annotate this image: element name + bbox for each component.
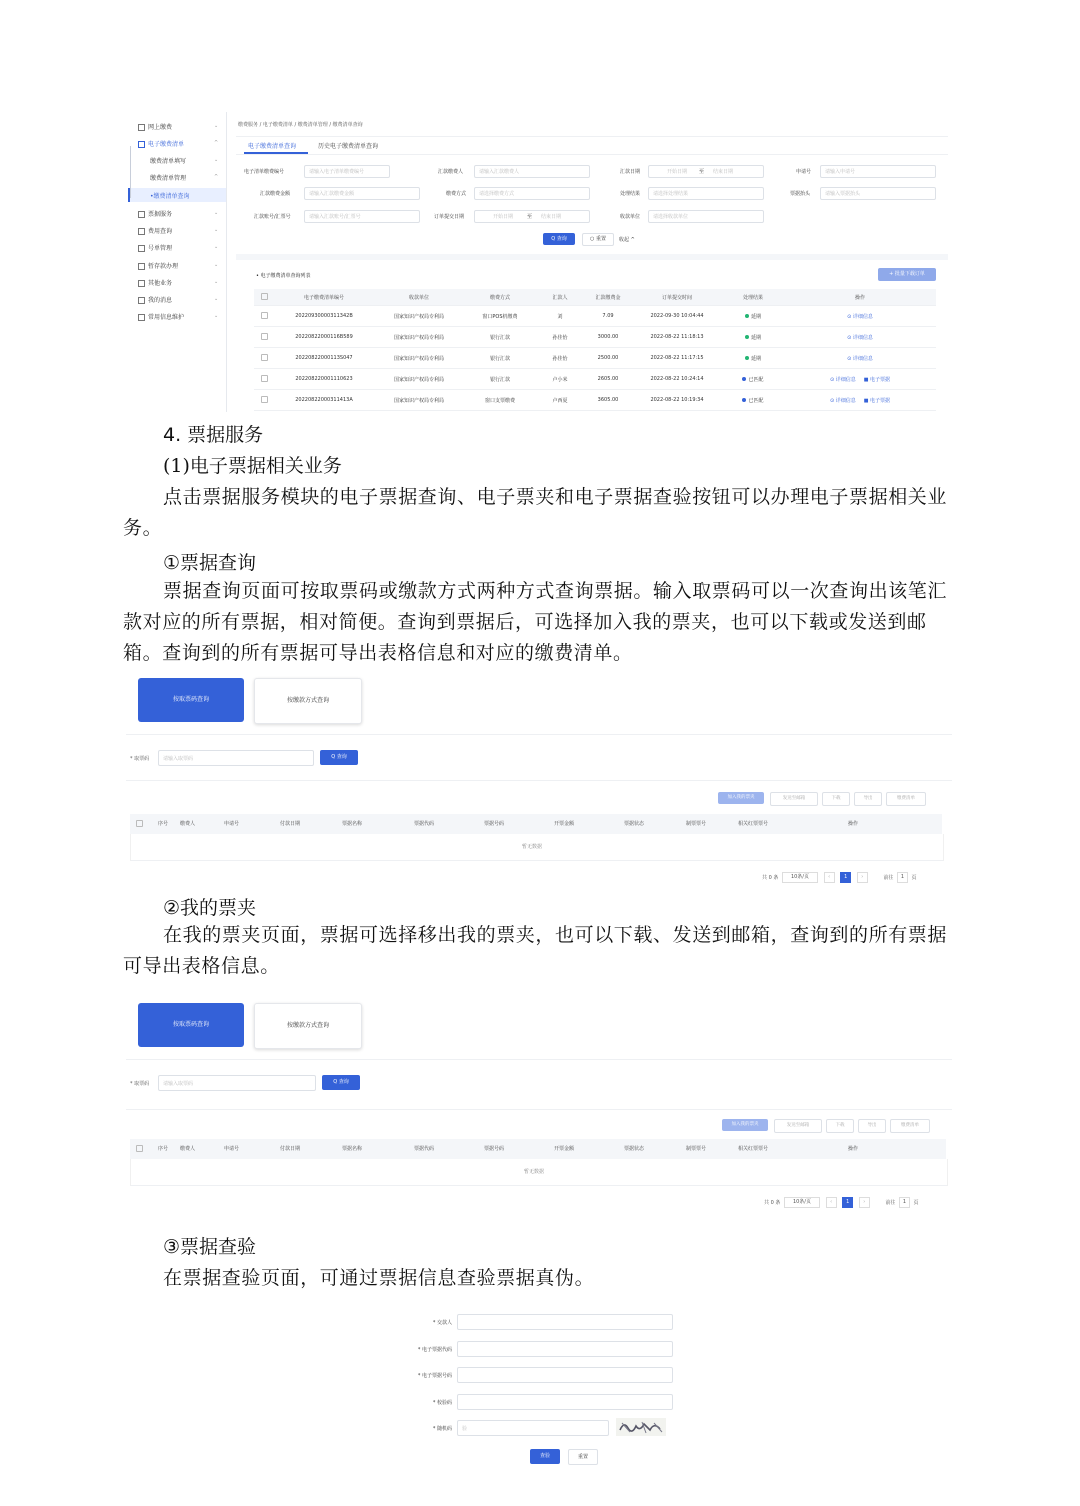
chevron-icon: ⌄: [214, 157, 219, 163]
select-all-checkbox[interactable]: [136, 1145, 143, 1152]
sidebar-item[interactable]: [138, 139, 184, 148]
filter-label: 汇款账号/汇票号: [254, 214, 291, 220]
query-button[interactable]: Q 查询: [320, 750, 358, 765]
table-cell: 20220822000311413A: [274, 390, 374, 411]
status-text: 延期: [750, 334, 761, 341]
payment-method-select[interactable]: 请选择缴费方式: [474, 187, 590, 200]
field-label: * 随机码: [432, 1426, 452, 1432]
status-cell: [722, 390, 784, 411]
col-header: 申请号: [224, 821, 240, 827]
table-header-bg: [130, 814, 942, 834]
table-cell: 国家知识产权局专利局: [374, 369, 464, 390]
divider: [126, 780, 952, 781]
checkbox-cell[interactable]: [254, 369, 274, 390]
filter-label: 电子清单缴费编号: [244, 169, 285, 175]
menu-icon: [138, 263, 145, 270]
sidebar-item[interactable]: [150, 156, 186, 165]
table-cell: 刘: [536, 306, 584, 327]
table-cell: 窗口POS机缴费: [464, 306, 536, 327]
item-heading: ①票据查询: [163, 552, 257, 574]
section-heading: 4. 票据服务: [163, 424, 264, 446]
collapse-link[interactable]: 收起 ^: [619, 237, 635, 243]
detail-link[interactable]: ⊙ 详细信息: [829, 376, 856, 383]
sidebar-item[interactable]: [138, 295, 172, 304]
col-header: 收款单位: [374, 289, 464, 306]
account-input[interactable]: 请输入汇款账号/汇票号: [304, 210, 420, 223]
next-page-button[interactable]: ›: [859, 1197, 870, 1208]
empty-text: 暂无数据: [524, 1169, 545, 1175]
ticket-action-button[interactable]: 导出: [858, 1119, 886, 1133]
sidebar-item[interactable]: [138, 122, 172, 131]
table-cell: 20220822000113S047: [274, 348, 374, 369]
prev-page-button[interactable]: ‹: [824, 872, 835, 883]
ticket-action-button[interactable]: 导出: [854, 792, 882, 806]
detail-link[interactable]: ⊙ 详细信息: [829, 397, 856, 404]
chevron-icon: ⌄: [214, 296, 219, 302]
sidebar-item-label: 暂存款办理: [148, 263, 179, 270]
payment-no-input[interactable]: 请输入电子清单缴费编号: [304, 165, 390, 178]
col-header: 操作: [848, 821, 859, 827]
col-header: 票据代码: [414, 1146, 435, 1152]
query-button[interactable]: Q 查询: [322, 1075, 360, 1090]
ticket-action-button[interactable]: 加入我的票夹: [718, 792, 764, 804]
chevron-icon: ⌄: [214, 279, 219, 285]
status-cell: [722, 369, 784, 390]
sidebar-item-label: 票据服务: [148, 211, 173, 218]
invoice-title-input[interactable]: 请输入票据抬头: [820, 187, 936, 200]
tab-by-code[interactable]: 按取票码查询: [138, 1003, 244, 1047]
paragraph: 在票据查验页面，可通过票据信息查验票据真伪。: [163, 1267, 595, 1289]
sidebar-item-label: 网上缴费: [148, 124, 173, 131]
sidebar-item[interactable]: [138, 226, 172, 235]
col-header: 制票票号: [686, 1146, 707, 1152]
select-all-checkbox[interactable]: [136, 820, 143, 827]
ticket-query-screenshot: [126, 676, 952, 881]
sidebar-item[interactable]: [138, 312, 184, 321]
field-label: * 交款人: [432, 1320, 452, 1326]
table-row: [254, 348, 936, 369]
filter-label: 汇款日期: [620, 169, 641, 175]
sidebar-item-label: 电子缴费清单: [148, 141, 185, 148]
ticket-action-button[interactable]: 缴费清单: [886, 792, 926, 806]
menu-icon: [138, 280, 145, 287]
prev-page-button[interactable]: ‹: [826, 1197, 837, 1208]
table-cell: 国家知识产权局专利局: [374, 306, 464, 327]
divider: [236, 136, 948, 137]
col-header: 开票金额: [554, 821, 575, 827]
table-cell: 202208220001110623: [274, 369, 374, 390]
filter-label: 票据抬头: [790, 191, 811, 197]
sidebar-item-label: 号单管理: [148, 245, 173, 252]
operation-cell: [784, 348, 936, 369]
page-1-button[interactable]: 1: [842, 1197, 853, 1208]
col-header: 票据号码: [484, 1146, 505, 1152]
divider: [126, 734, 952, 735]
col-header: 付款日期: [280, 1146, 301, 1152]
col-header: 票据名称: [342, 821, 363, 827]
tab-by-method[interactable]: 按缴款方式查询: [254, 678, 362, 724]
table-cell: 2605.00: [584, 369, 632, 390]
sidebar-item-label: 缴费清单填写: [150, 158, 187, 165]
table-row: [254, 369, 936, 390]
order-date-range[interactable]: 开始日期 至 结束日期: [474, 210, 590, 223]
check-code-input[interactable]: [457, 1394, 673, 1410]
ticket-action-button[interactable]: 发送至邮箱: [774, 1119, 822, 1133]
status-dot: [742, 398, 746, 402]
divider: [126, 1059, 952, 1060]
code-label: * 取票码: [130, 1081, 150, 1087]
section-gap: [236, 254, 948, 260]
table-row: [254, 327, 936, 348]
table-cell: 2022-08-22 11:18:13: [632, 327, 722, 348]
ticket-action-button[interactable]: 下载: [822, 792, 850, 806]
e-invoice-link[interactable]: ■ 电子票据: [863, 397, 891, 404]
table-header-bg: [130, 1139, 946, 1159]
col-header: 序号: [158, 1146, 169, 1152]
chevron-icon: ⌄: [214, 227, 219, 233]
field-label: * 电子票据号码: [417, 1373, 452, 1379]
sidebar-item[interactable]: [138, 243, 172, 252]
next-page-button[interactable]: ›: [857, 872, 868, 883]
col-header: 汇款缴费金: [584, 289, 632, 306]
result-select[interactable]: 请选择处理结果: [648, 187, 764, 200]
divider: [236, 154, 948, 155]
tree-line: [130, 146, 131, 198]
invoice-code-input[interactable]: [457, 1341, 673, 1357]
col-header: 缴费方式: [464, 289, 536, 306]
goto-label: 前往: [883, 875, 894, 881]
col-header: 缴费人: [180, 1146, 196, 1152]
table-cell: 2022-08-22 10:24:14: [632, 369, 722, 390]
pagination: [764, 1197, 919, 1208]
ticket-code-input[interactable]: 请输入取票码: [158, 1075, 316, 1091]
field-label: * 校验码: [432, 1400, 452, 1406]
row-checkbox[interactable]: [261, 396, 268, 403]
list-title: • 电子缴费清单查询列表: [256, 273, 311, 279]
payment-table: [254, 289, 936, 411]
table-cell: 3605.00: [584, 390, 632, 411]
reset-button[interactable]: 重置: [568, 1449, 598, 1465]
query-button[interactable]: Q 查询: [543, 233, 575, 245]
status-cell: [722, 327, 784, 348]
application-no-input[interactable]: 请输入申请号: [820, 165, 936, 178]
table-cell: 国家知识产权局专利局: [374, 348, 464, 369]
operation-cell: [784, 390, 936, 411]
page-unit: 页: [913, 1200, 919, 1206]
captcha-glyphs: [616, 1418, 666, 1436]
total-count: 共 0 条: [762, 875, 779, 881]
col-header: 操作: [784, 289, 936, 306]
checkbox-cell[interactable]: [254, 327, 274, 348]
code-label: * 取票码: [130, 756, 150, 762]
filter-label: 处理结果: [620, 191, 641, 197]
payment-list-screenshot: [126, 112, 948, 412]
table-cell: 20220822000116B589: [274, 327, 374, 348]
col-header: 序号: [158, 821, 169, 827]
status-text: 已匹配: [748, 397, 764, 404]
filter-label: 汇款缴费人: [438, 169, 464, 175]
operation-cell: [784, 369, 936, 390]
table-cell: 2022-08-22 10:19:34: [632, 390, 722, 411]
row-checkbox[interactable]: [261, 333, 268, 340]
sidebar-item[interactable]: [150, 191, 190, 200]
table-cell: 银行汇款: [464, 348, 536, 369]
e-invoice-link[interactable]: ■ 电子票据: [863, 376, 891, 383]
sidebar-item-label: 我的消息: [148, 297, 173, 304]
payee-select[interactable]: 请选择收款单位: [648, 210, 764, 223]
table-cell: 窗口支票缴费: [464, 390, 536, 411]
col-header: 相关红票票号: [738, 1146, 769, 1152]
ticket-folder-screenshot: [126, 1001, 952, 1206]
sidebar-item[interactable]: [150, 173, 186, 182]
reset-button[interactable]: ○ 重置: [582, 233, 614, 246]
random-code-input[interactable]: 验: [457, 1420, 609, 1436]
row-checkbox[interactable]: [261, 375, 268, 382]
status-text: 已匹配: [748, 376, 764, 383]
detail-link[interactable]: ⊙ 详细信息: [847, 313, 873, 320]
page-size-select[interactable]: 10条/页: [784, 1197, 820, 1208]
table-cell: 银行汇款: [464, 369, 536, 390]
checkbox-cell[interactable]: [254, 390, 274, 411]
table-cell: 2022-09-30 10:04:44: [632, 306, 722, 327]
col-header: 票据状态: [624, 821, 645, 827]
checkbox-cell[interactable]: [254, 348, 274, 369]
status-dot: [742, 377, 746, 381]
chevron-icon: ⌄: [214, 210, 219, 216]
captcha-image[interactable]: [616, 1418, 666, 1436]
tab-current-list[interactable]: 电子缴费清单查询: [248, 143, 297, 150]
filter-label: 订单提交日期: [434, 214, 465, 220]
ticket-code-input[interactable]: 请输入取票码: [158, 750, 314, 766]
divider: [126, 1109, 952, 1110]
menu-icon: [138, 228, 145, 235]
menu-icon: [138, 297, 145, 304]
col-header: 制票票号: [686, 821, 707, 827]
sidebar-item[interactable]: [138, 261, 178, 270]
table-cell: 孙佳怡: [536, 348, 584, 369]
table-cell: 2022-08-22 11:17:15: [632, 348, 722, 369]
payer-input[interactable]: 请输入汇款缴费人: [474, 165, 590, 178]
paragraph: 票据查询页面可按取票码或缴款方式两种方式查询票据。输入取票码可以一次查询出该笔汇款对应的所有票据，相对简便。查询到票据后，可选择加入我的票夹，也可以下载或发送到邮箱。查询到的所有票据可导出表格信息和对应的缴费清单。: [123, 580, 948, 664]
table-cell: 孙佳怡: [536, 327, 584, 348]
table-cell: 20220930000311342B: [274, 306, 374, 327]
col-header: 电子缴费清单编号: [274, 289, 374, 306]
table-cell: 卢西夏: [536, 390, 584, 411]
col-header: 票据状态: [624, 1146, 645, 1152]
col-header: 缴费人: [180, 821, 196, 827]
chevron-icon: ⌄: [214, 262, 219, 268]
page-unit: 页: [911, 875, 917, 881]
detail-link[interactable]: ⊙ 详细信息: [847, 334, 873, 341]
filter-label: 缴费方式: [446, 191, 467, 197]
operation-cell: [784, 327, 936, 348]
page-1-button[interactable]: 1: [840, 872, 851, 883]
invoice-number-input[interactable]: [457, 1367, 673, 1383]
item-heading: ③票据查验: [163, 1236, 257, 1258]
col-header: 处理结果: [722, 289, 784, 306]
col-header: 票据号码: [484, 821, 505, 827]
table-cell: 国家知识产权局专利局: [374, 390, 464, 411]
table-cell: 7.09: [584, 306, 632, 327]
tab-by-code[interactable]: 按取票码查询: [138, 678, 244, 722]
menu-icon: [138, 141, 145, 148]
table-cell: 3000.00: [584, 327, 632, 348]
col-header: 汇款人: [536, 289, 584, 306]
col-header: 订单提交时间: [632, 289, 722, 306]
goto-page-input[interactable]: 1: [897, 872, 908, 883]
menu-icon: [138, 211, 145, 218]
table-cell: 银行汇款: [464, 327, 536, 348]
sidebar-item-label: •缴费清单查询: [150, 193, 190, 200]
status-dot: [745, 356, 749, 360]
sidebar-item[interactable]: [138, 278, 172, 287]
status-cell: [722, 348, 784, 369]
sidebar-item-label: 费用查询: [148, 228, 173, 235]
ticket-action-button[interactable]: 下载: [826, 1119, 854, 1133]
sidebar-item-label: 常用信息维护: [148, 314, 185, 321]
sidebar-item-label: 其他业务: [148, 280, 173, 287]
sidebar-item-label: 缴费清单管理: [150, 175, 187, 182]
remit-date-range[interactable]: 开始日期 至 结束日期: [648, 165, 764, 178]
page-size-select[interactable]: 10条/页: [782, 872, 818, 883]
empty-text: 暂无数据: [522, 844, 543, 850]
col-header: 付款日期: [280, 821, 301, 827]
filter-label: 收款单位: [620, 214, 641, 220]
pagination: [762, 872, 917, 883]
item-heading: ②我的票夹: [163, 897, 257, 919]
goto-label: 前往: [885, 1200, 896, 1206]
filter-label: 申请号: [796, 169, 812, 175]
menu-icon: [138, 124, 145, 131]
chevron-icon: ⌄: [214, 313, 219, 319]
breadcrumb: 缴费服务 / 电子缴费清单 / 缴费清单管理 / 缴费清单查询: [238, 122, 363, 128]
chevron-icon: ⌄: [214, 123, 219, 129]
menu-icon: [138, 245, 145, 252]
table-cell: 国家知识产权局专利局: [374, 327, 464, 348]
row-checkbox[interactable]: [261, 354, 268, 361]
chevron-icon: ^: [214, 140, 219, 146]
col-header: 申请号: [224, 1146, 240, 1152]
verify-button[interactable]: 查验: [530, 1449, 560, 1464]
col-header: 操作: [848, 1146, 859, 1152]
status-dot: [745, 335, 749, 339]
col-header: 票据名称: [342, 1146, 363, 1152]
detail-link[interactable]: ⊙ 详细信息: [847, 355, 873, 362]
amount-input[interactable]: 请输入汇款缴费金额: [304, 187, 420, 200]
chevron-icon: ^: [214, 174, 219, 180]
payer-input[interactable]: [457, 1314, 673, 1330]
tab-history-list[interactable]: 历史电子缴费清单查询: [318, 143, 379, 150]
tab-by-method[interactable]: 按缴款方式查询: [254, 1003, 362, 1049]
paragraph: 在我的票夹页面，票据可选择移出我的票夹，也可以下载、发送到邮箱，查询到的所有票据可导出表格信息。: [123, 924, 948, 977]
filter-label: 汇款缴费金额: [260, 191, 291, 197]
col-header: 开票金额: [554, 1146, 575, 1152]
batch-download-button[interactable]: + 批量下载订单: [878, 268, 936, 281]
ticket-action-button[interactable]: 缴费清单: [890, 1119, 930, 1133]
status-text: 延期: [750, 355, 761, 362]
paragraph: 点击票据服务模块的电子票据查询、电子票夹和电子票据查验按钮可以办理电子票据相关业务。: [123, 486, 948, 539]
chevron-icon: ⌄: [214, 244, 219, 250]
total-count: 共 0 条: [764, 1200, 781, 1206]
ticket-action-button[interactable]: 发送至邮箱: [770, 792, 818, 806]
subsection-heading: (1)电子票据相关业务: [163, 455, 342, 477]
col-header: 相关红票票号: [738, 821, 769, 827]
field-label: * 电子票据代码: [417, 1347, 452, 1353]
sidebar-item[interactable]: [138, 209, 172, 218]
goto-page-input[interactable]: 1: [899, 1197, 910, 1208]
col-header: 票据代码: [414, 821, 435, 827]
menu-icon: [138, 314, 145, 321]
table-cell: 2500.00: [584, 348, 632, 369]
table-cell: 卢小米: [536, 369, 584, 390]
verify-form-screenshot: [400, 1308, 690, 1476]
status-text: 延期: [750, 313, 761, 320]
table-row: [254, 390, 936, 411]
ticket-action-button[interactable]: 加入我的票夹: [722, 1119, 768, 1131]
